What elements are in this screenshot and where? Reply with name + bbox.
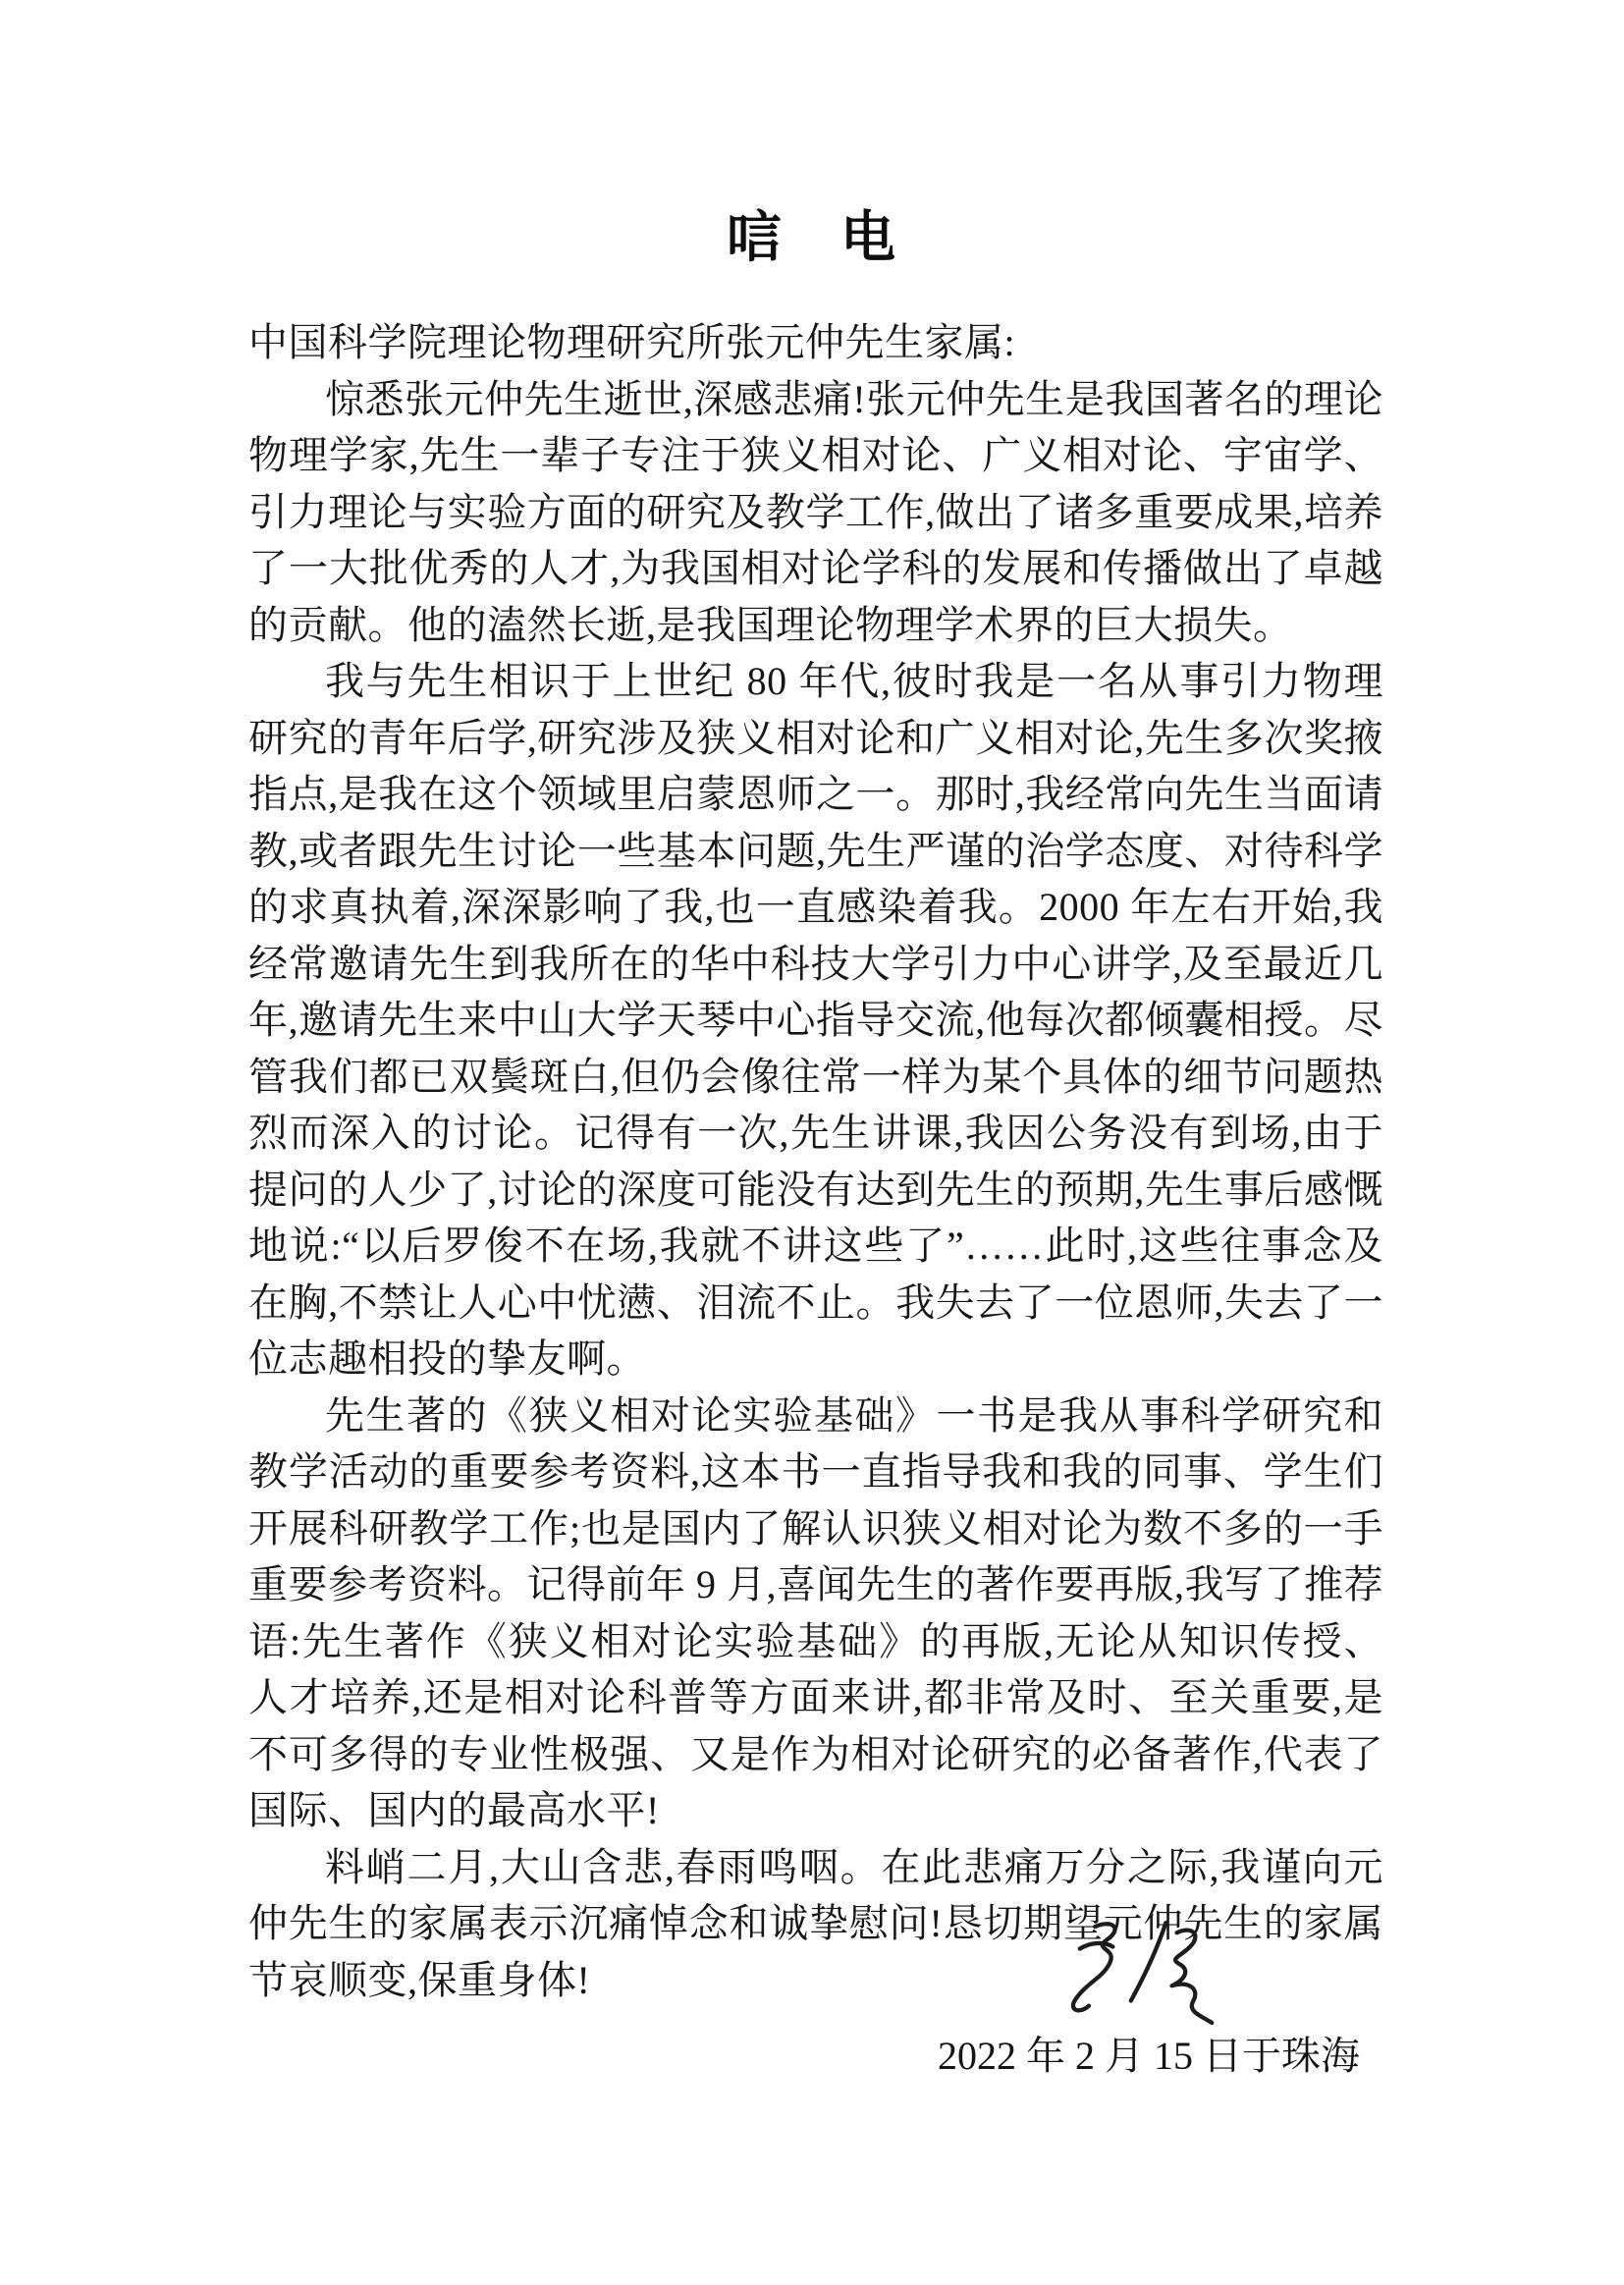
paragraph-1: 惊悉张元仲先生逝世,深感悲痛!张元仲先生是我国著名的理论物理学家,先生一辈子专注于狭义相对论、广义相对论、宇宙学、引力理论与实验方面的研究及教学工作,做出了诸多重要成果,培养了一大批优秀的人才,为我国相对论学科的发展和传播做出了卓越的贡献。他的溘然长逝,是我国理论物理学术界的巨大损失。 (248, 376, 1383, 647)
signature-strokes-icon (1041, 1917, 1247, 2027)
closing-block (938, 1917, 1360, 2080)
paragraph-3: 先生著的《狭义相对论实验基础》一书是我从事科学研究和教学活动的重要参考资料,这本书一直指导我和我的同事、学生们开展科研教学工作;也是国内了解认识狭义相对论为数不多的一手重要参考资料。记得前年 9 月,喜闻先生的著作要再版,我写了推荐语:先生著作《狭义相对论实验基础》的再版,无论从知识传授、人才培养,还是相对论科普等方面来讲,都非常及时、至关重要,是不可多得的专业性极强、又是作为相对论研究的必备著作,代表了国际、国内的最高水平! (248, 1392, 1383, 1832)
paragraph-2: 我与先生相识于上世纪 80 年代,彼时我是一名从事引力物理研究的青年后学,研究涉及狭义相对论和广义相对论,先生多次奖掖指点,是我在这个领域里启蒙恩师之一。那时,我经常向先生当面请教,或者跟先生讨论一些基本问题,先生严谨的治学态度、对待科学的求真执着,深深影响了我,也一直感染着我。2000 年左右开始,我经常邀请先生到我所在的华中科技大学引力中心讲学,及至最近几年,邀请先生来中山大学天琴中心指导交流,他每次都倾囊相授。尽管我们都已双鬓斑白,但仍会像往常一样为某个具体的细节问题热烈而深入的讨论。记得有一次,先生讲课,我因公务没有到场,由于提问的人少了,讨论的深度可能没有达到先生的预期,先生事后感慨地说:“以后罗俊不在场,我就不讲这些了”……此时,这些往事念及在胸,不禁让人心中忧懑、泪流不止。我失去了一位恩师,失去了一位志趣相投的挚友啊。 (248, 659, 1383, 1381)
letter-body (248, 314, 1383, 2008)
page-title: 唁 电 (727, 208, 897, 269)
handwritten-signature (1041, 1917, 1247, 2027)
paragraph-4: 料峭二月,大山含悲,春雨鸣咽。在此悲痛万分之际,我谨向元仲先生的家属表示沉痛悼念和诚挚慰问!恳切期望元仲先生的家属节哀顺变,保重身体! (248, 1844, 1383, 2002)
salutation: 中国科学院理论物理研究所张元仲先生家属: (248, 320, 1016, 364)
date-line: 2022 年 2 月 15 日于珠海 (938, 2034, 1360, 2078)
